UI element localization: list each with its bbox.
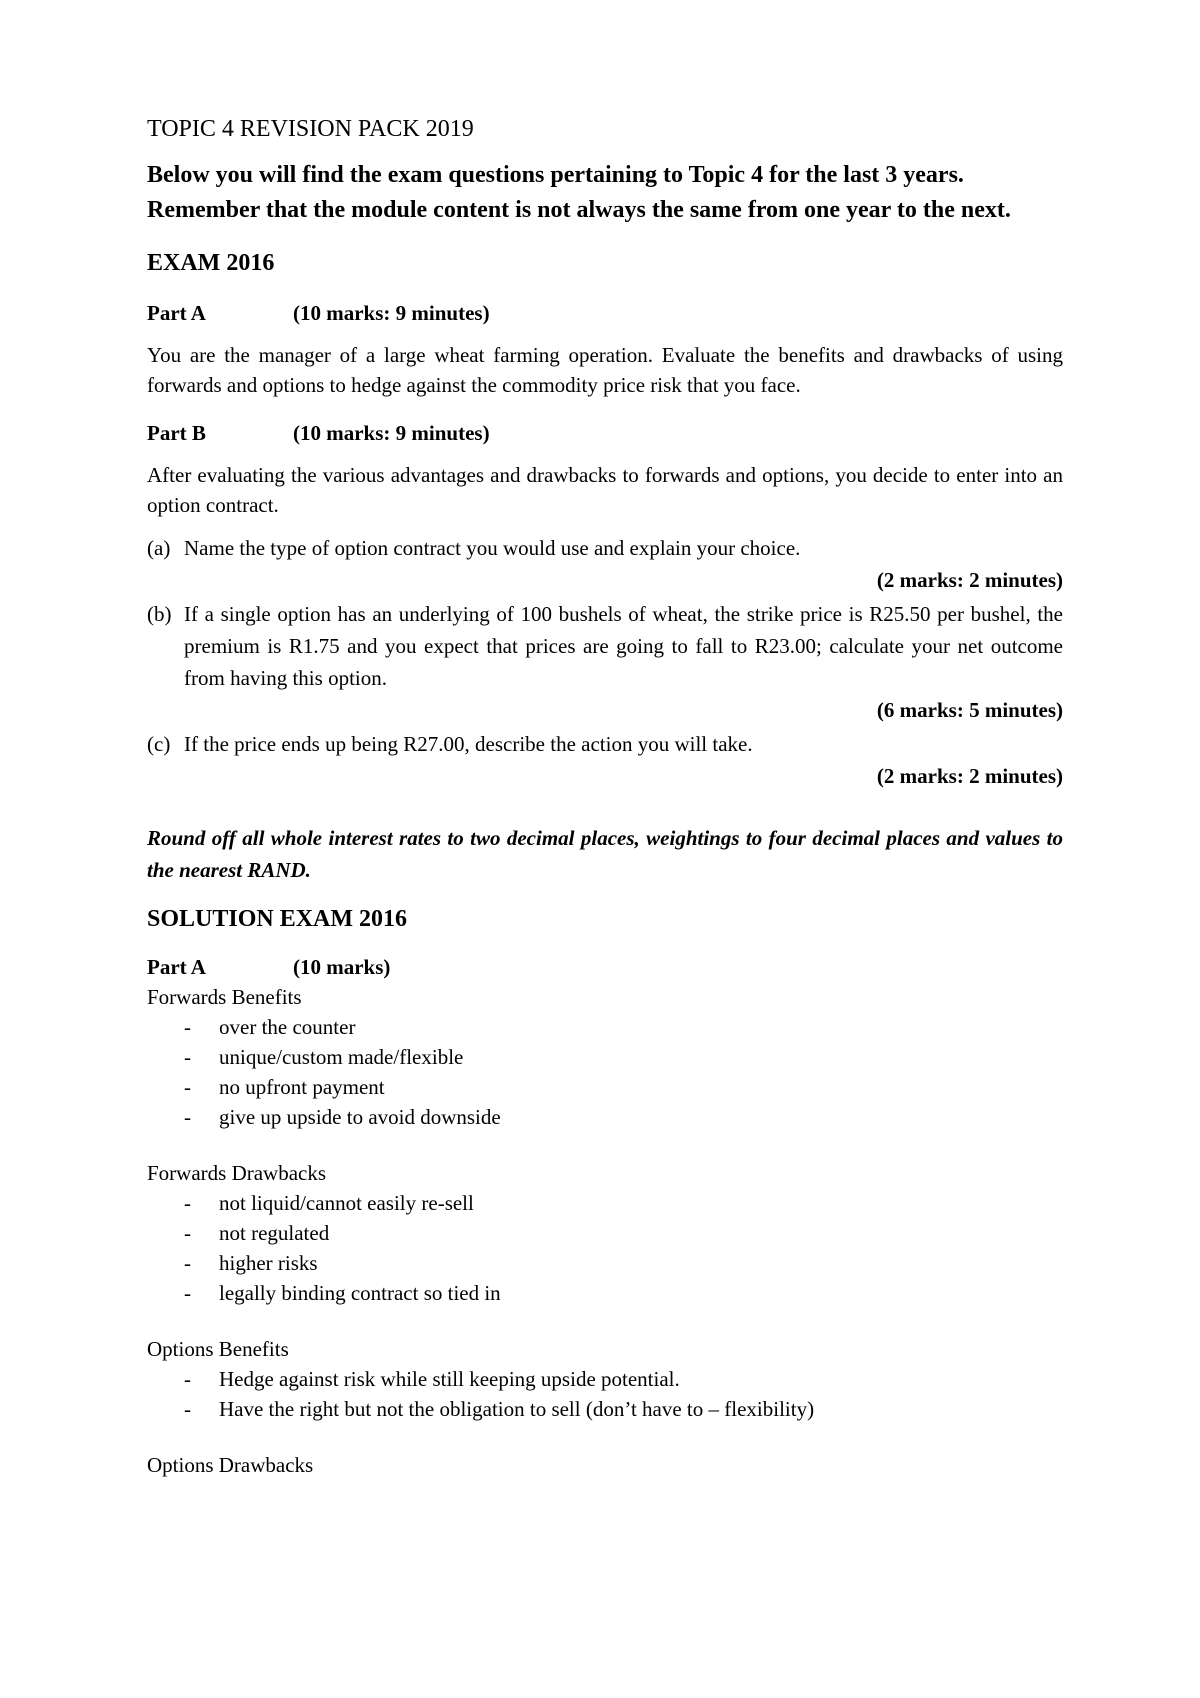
part-b-marks: (10 marks: 9 minutes) (293, 421, 490, 445)
question-c (147, 728, 1063, 760)
list-item (147, 1218, 1063, 1248)
dash-mark: - (184, 1045, 191, 1069)
list-item-text: legally binding contract so tied in (219, 1281, 501, 1305)
list-item (147, 1012, 1063, 1042)
list-item (147, 1248, 1063, 1278)
dash-mark: - (184, 1105, 191, 1129)
solution-part-a-label: Part A (147, 955, 206, 979)
part-a-marks: (10 marks: 9 minutes) (293, 301, 490, 325)
dash-mark: - (184, 1367, 191, 1391)
list-item-text: give up upside to avoid downside (219, 1105, 501, 1129)
list-item (147, 1188, 1063, 1218)
solution-part-a-heading (147, 952, 1063, 982)
part-a-label: Part A (147, 301, 206, 325)
list-item-text: unique/custom made/flexible (219, 1045, 464, 1069)
list-item (147, 1394, 1063, 1424)
list-item (147, 1278, 1063, 1308)
list-item-text: Have the right but not the obligation to sell (don’t have to – flexibility) (219, 1397, 815, 1421)
list-item-text: not regulated (219, 1221, 330, 1245)
question-c-label: (c) (147, 732, 171, 756)
question-a-label: (a) (147, 536, 171, 560)
question-a (147, 532, 1063, 564)
dash-mark: - (184, 1251, 191, 1275)
dash-mark: - (184, 1281, 191, 1305)
group-title-options-drawbacks: Options Drawbacks (147, 1453, 314, 1477)
list-options-benefits (147, 1364, 1063, 1424)
group-title-forwards-benefits: Forwards Benefits (147, 985, 302, 1009)
list-item-text: Hedge against risk while still keeping upside potential. (219, 1367, 680, 1391)
question-b-text: If a single option has an underlying of 100 bushels of wheat, the strike price is R25.50 per bushel, the premium is R1.75 and you expect that prices are going to fall to R23.00; calculate your net outcome from having this option. (184, 602, 1063, 690)
dash-mark: - (184, 1015, 191, 1039)
part-b-text: After evaluating the various advantages and drawbacks to forwards and options, you decide to enter into an option contract. (147, 463, 1063, 517)
rounding-note: Round off all whole interest rates to two decimal places, weightings to four decimal places and values to the nearest RAND. (147, 826, 1063, 882)
list-item-text: not liquid/cannot easily re-sell (219, 1191, 474, 1215)
solution-heading: SOLUTION EXAM 2016 (147, 906, 408, 932)
list-item-text: higher risks (219, 1251, 318, 1275)
question-b (147, 598, 1063, 694)
intro-text: Below you will find the exam questions pertaining to Topic 4 for the last 3 years. Remember that the module content is not always the same from one year to the next. (147, 162, 1011, 223)
exam-heading: EXAM 2016 (147, 250, 275, 276)
group-title-forwards-drawbacks: Forwards Drawbacks (147, 1161, 327, 1185)
list-item (147, 1102, 1063, 1132)
list-item (147, 1072, 1063, 1102)
question-c-marks: (2 marks: 2 minutes) (876, 764, 1063, 788)
dash-mark: - (184, 1191, 191, 1215)
part-a-text: You are the manager of a large wheat farming operation. Evaluate the benefits and drawbacks of using forwards and options to hedge against the commodity price risk that you face. (147, 343, 1063, 397)
part-a-heading (147, 298, 1063, 328)
list-item (147, 1364, 1063, 1394)
list-item-text: over the counter (219, 1015, 356, 1039)
part-b-label: Part B (147, 421, 206, 445)
document-page (147, 112, 1063, 1480)
list-item-text: no upfront payment (219, 1075, 385, 1099)
list-forwards-benefits (147, 1012, 1063, 1132)
question-b-label: (b) (147, 602, 172, 626)
dash-mark: - (184, 1397, 191, 1421)
list-forwards-drawbacks (147, 1188, 1063, 1308)
document-title: TOPIC 4 REVISION PACK 2019 (147, 116, 474, 142)
solution-part-a-marks: (10 marks) (293, 955, 391, 979)
question-a-text: Name the type of option contract you would use and explain your choice. (184, 536, 801, 560)
group-title-options-benefits: Options Benefits (147, 1337, 289, 1361)
dash-mark: - (184, 1221, 191, 1245)
list-item (147, 1042, 1063, 1072)
question-c-text: If the price ends up being R27.00, describe the action you will take. (184, 732, 753, 756)
question-a-marks: (2 marks: 2 minutes) (876, 568, 1063, 592)
dash-mark: - (184, 1075, 191, 1099)
part-b-heading (147, 418, 1063, 448)
question-b-marks: (6 marks: 5 minutes) (876, 698, 1063, 722)
